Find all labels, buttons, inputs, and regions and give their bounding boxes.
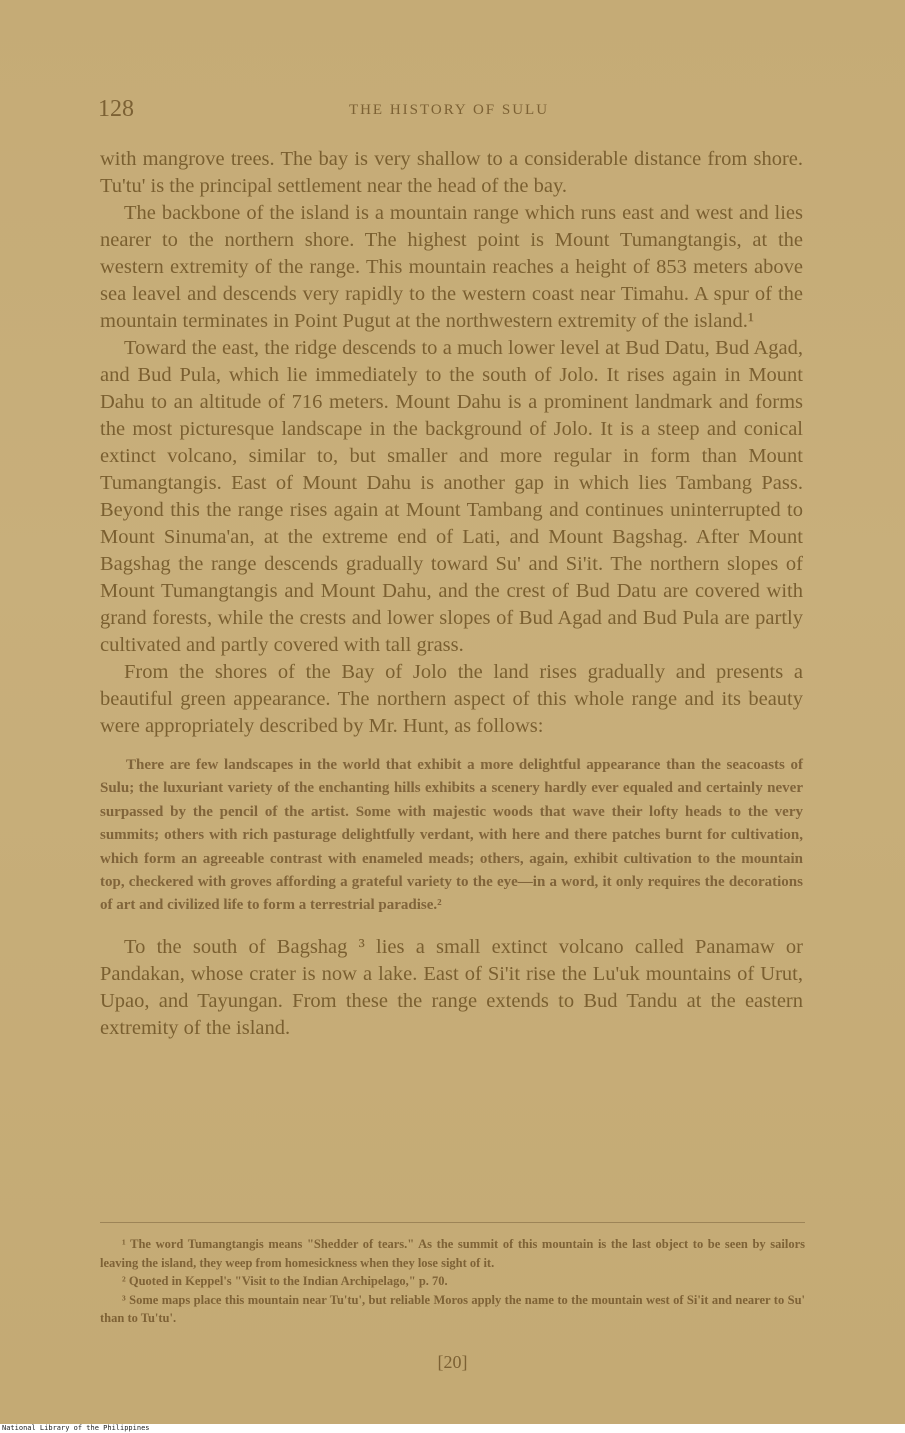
page-number: 128 xyxy=(98,96,134,122)
paragraph-ridge: Toward the east, the ridge descends to a much lower level at Bud Datu, Bud Agad, and Bud Pula, which lie immediately to the south of Jolo. It rises again in Mount Dahu to an altitude of 716 meters. Mount Dahu is a prominent landmark and forms the most picturesque landscape in the background of Jolo. It is a steep and conical extinct volcano, similar to, but smaller and more regular in form than Mount Tumangtangis. East of Mount Dahu is another gap in which lies Tambang Pass. Beyond this the range rises again at Mount Tambang and continues uninterrupted to Mount Sinuma'an, at the extreme end of Lati, and Mount Bagshag. After Mount Bagshag the range descends gradually toward Su' and Si'it. The northern slopes of Mount Tumangtangis and Mount Dahu, and the crest of Bud Datu are covered with grand forests, while the crests and lower slopes of Bud Agad and Bud Pula are partly cultivated and partly covered with tall grass. xyxy=(100,337,803,656)
footnotes xyxy=(100,1222,805,1328)
block-quote: There are few landscapes in the world that exhibit a more delightful appearance than the seacoasts of Sulu; the luxuriant variety of the enchanting hills exhibits a scenery hardly ever equaled and certainly never surpassed by the pencil of the artist. Some with majestic woods that wave their lofty heads to the very summits; others with rich pasturage delightfully verdant, with here and there patches burnt for cultivation, which form an agreeable contrast with enameled meads; others, again, exhibit cultivation to the mountain top, checkered with groves affording a grateful variety to the eye—in a word, it only requires the decorations of art and civilized life to form a terrestrial paradise.² xyxy=(100,757,803,914)
running-title: THE HISTORY OF SULU xyxy=(348,102,550,118)
body-text xyxy=(100,146,803,1042)
footnote-3: ³ Some maps place this mountain near Tu'tu', but reliable Moros apply the name to the mountain west of Si'it and nearer to Su' than to Tu'tu'. xyxy=(100,1292,805,1325)
footnote-2: ² Quoted in Keppel's "Visit to the Indian Archipelago," p. 70. xyxy=(122,1274,448,1288)
paragraph-shores: From the shores of the Bay of Jolo the land rises gradually and presents a beautiful green appearance. The northern aspect of this whole range and its beauty were appropriately described by Mr. Hunt, as follows: xyxy=(100,661,803,737)
watermark-text: National Library of the Philippines xyxy=(2,1424,150,1432)
running-head xyxy=(98,96,800,126)
footnote-divider xyxy=(100,1222,805,1223)
paragraph-continuation: with mangrove trees. The bay is very shallow to a considerable distance from shore. Tu'tu' is the principal settlement near the head of the bay. xyxy=(100,148,803,197)
footnote-1: ¹ The word Tumangtangis means "Shedder of tears." As the summit of this mountain is the last object to be seen by sailors leaving the island, they weep from homesickness when they lose sight of it. xyxy=(100,1237,805,1270)
watermark-strip xyxy=(0,1424,905,1433)
signature-mark: [20] xyxy=(437,1352,468,1372)
paragraph-closing: To the south of Bagshag ³ lies a small extinct volcano called Panamaw or Pandakan, whose crater is now a lake. East of Si'it rise the Lu'uk mountains of Urut, Upao, and Tayungan. From these the range extends to Bud Tandu at the eastern extremity of the island. xyxy=(100,935,803,1039)
paragraph-backbone: The backbone of the island is a mountain range which runs east and west and lies nearer to the northern shore. The highest point is Mount Tumangtangis, at the western extremity of the range. This mountain reaches a height of 853 meters above sea leavel and descends very rapidly to the western coast near Timahu. A spur of the mountain terminates in Point Pugut at the northwestern extremity of the island.¹ xyxy=(100,202,803,332)
